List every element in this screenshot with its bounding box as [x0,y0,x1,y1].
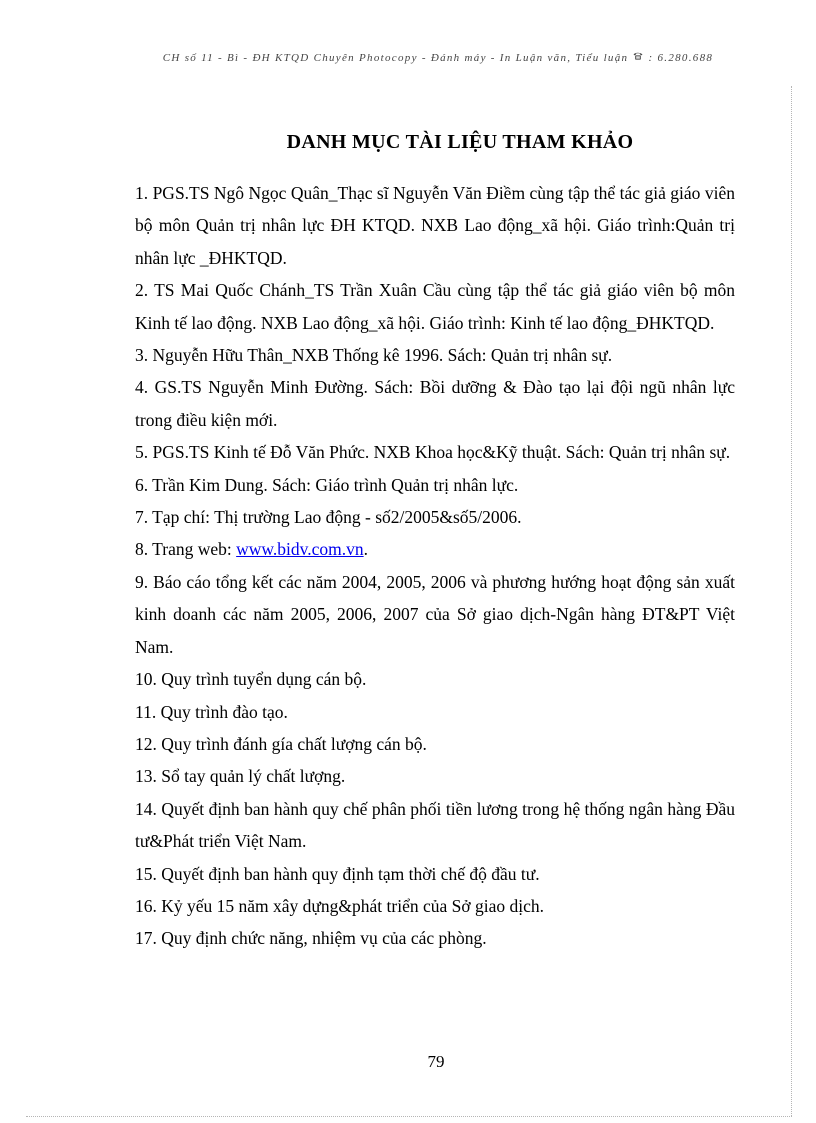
reference-item-6: 6. Trần Kim Dung. Sách: Giáo trình Quản trị nhân lực. [135,474,519,495]
page-title: DANH MỤC TÀI LIỆU THAM KHẢO [286,131,634,153]
bidv-website-link[interactable]: www.bidv.com.vn [236,539,364,560]
reference-item-2: 2. TS Mai Quốc Chánh_TS Trần Xuân Cầu cùng tập thể tác giả giáo viên bộ môn Kinh tế lao động. NXB Lao động_xã hội. Giáo trình: Kinh tế lao động_ĐHKTQD. [135,280,735,333]
reference-item-9: 9. Báo cáo tổng kết các năm 2004, 2005, 2006 và phương hướng hoạt động sản xuất kinh doanh các năm 2005, 2006, 2007 của Sở giao dịch-Ngân hàng ĐT&PT Việt Nam. [135,571,735,657]
page-border-bottom [26,1116,792,1117]
reference-item-8-prefix: 8. Trang web: [135,539,237,560]
reference-item-16: 16. Kỷ yếu 15 năm xây dựng&phát triển của Sở giao dịch. [135,895,545,916]
reference-list [135,177,735,955]
reference-item-1: 1. PGS.TS Ngô Ngọc Quân_Thạc sĩ Nguyễn Văn Điềm cùng tập thể tác giả giáo viên bộ môn Quản trị nhân lực ĐH KTQD. NXB Lao động_xã hội. Giáo trình:Quản trị nhân lực _ĐHKTQD. [135,183,735,268]
page-border-right [791,86,792,1116]
reference-item-4: 4. GS.TS Nguyễn Minh Đường. Sách: Bồi dưỡng & Đào tạo lại đội ngũ nhân lực trong điều kiện mới. [135,377,735,430]
header-phone: : 6.280.688 [648,52,714,64]
reference-item-17: 17. Quy định chức năng, nhiệm vụ của các phòng. [135,928,487,949]
reference-item-10: 10. Quy trình tuyển dụng cán bộ. [135,669,367,690]
reference-item-12: 12. Quy trình đánh gía chất lượng cán bộ. [135,733,427,754]
reference-item-5: 5. PGS.TS Kinh tế Đỗ Văn Phức. NXB Khoa học&Kỹ thuật. Sách: Quản trị nhân sự. [135,442,731,463]
telephone-icon [633,51,643,60]
page-number: 79 [427,1052,445,1071]
reference-item-8 [135,533,735,565]
header-text: CH số 11 - Bì - ĐH KTQD Chuyên Photocopy - Đánh máy - In Luận văn, Tiểu luận [162,52,629,64]
reference-item-3: 3. Nguyễn Hữu Thân_NXB Thống kê 1996. Sách: Quản trị nhân sự. [135,345,613,366]
page-header [0,51,816,64]
reference-item-8-suffix: . [363,539,369,560]
reference-item-7: 7. Tạp chí: Thị trường Lao động - số2/2005&số5/2006. [135,507,522,528]
reference-item-15: 15. Quyết định ban hành quy định tạm thời chế độ đầu tư. [135,863,540,884]
reference-item-13: 13. Sổ tay quản lý chất lượng. [135,766,346,787]
reference-item-14: 14. Quyết định ban hành quy chế phân phối tiền lương trong hệ thống ngân hàng Đầu tư&Phát triển Việt Nam. [135,798,735,852]
reference-item-11: 11. Quy trình đào tạo. [135,701,288,722]
